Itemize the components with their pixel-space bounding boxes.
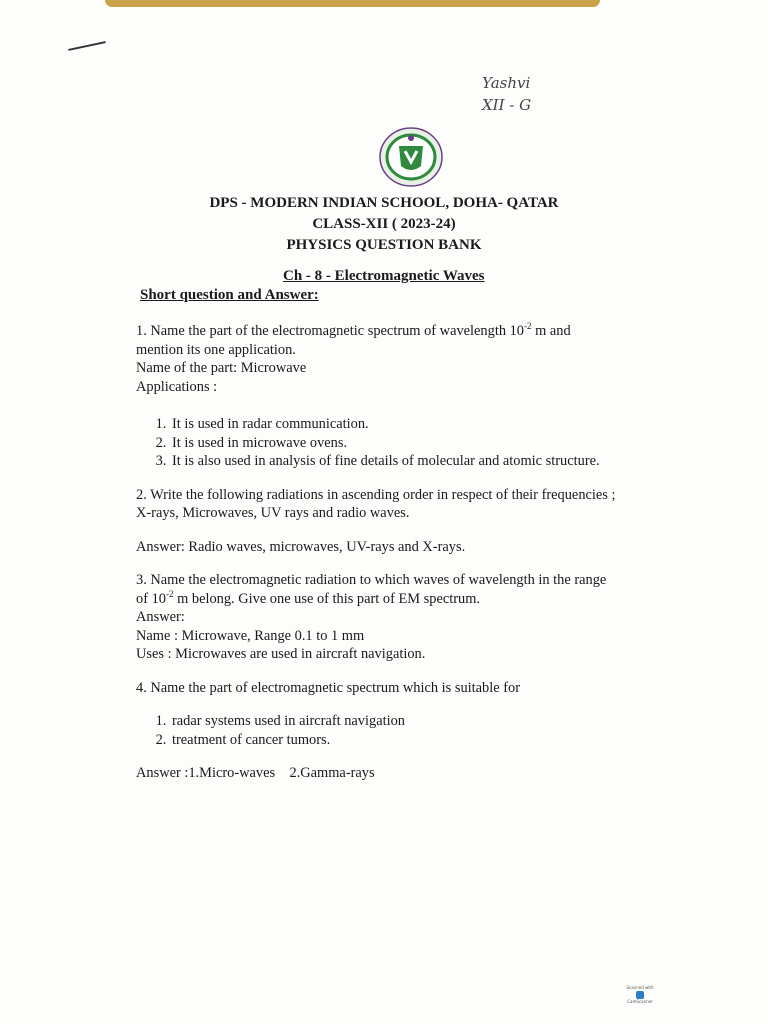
list-item: 2. It is used in microwave ovens. xyxy=(170,434,656,453)
q1-answer-name: Name of the part: Microwave xyxy=(136,360,307,376)
tape-strip xyxy=(105,0,600,7)
list-item: 1. radar systems used in aircraft navigation xyxy=(170,712,656,731)
q1-question-cont: mention its one application. xyxy=(136,341,296,358)
q4-answer-b: 2.Gamma-rays xyxy=(289,765,375,781)
q3-text-b2: m belong. Give one use of this part of EM spectrum. xyxy=(173,590,481,607)
class-line: CLASS-XII ( 2023-24) xyxy=(312,216,456,232)
chapter-title: Ch - 8 - Electromagnetic Waves xyxy=(283,268,485,284)
q1-text-a: 1. Name the part of the electromagnetic spectrum of wavelength 10 xyxy=(136,323,524,339)
q3-question: 3. Name the electromagnetic radiation to which waves of wavelength in the range xyxy=(136,572,607,588)
q3-answer-uses: Uses : Microwaves are used in aircraft navigation. xyxy=(136,646,426,662)
list-item: 3. It is also used in analysis of fine details of molecular and atomic structure. xyxy=(170,452,656,471)
q1-text-b: m and xyxy=(531,323,571,339)
scanner-line1: Scanned with xyxy=(626,985,654,990)
q1-sup: -2 xyxy=(524,321,532,332)
q2-question-cont: X-rays, Microwaves, UV rays and radio waves. xyxy=(136,505,410,521)
q3-answer-name: Name : Microwave, Range 0.1 to 1 mm xyxy=(136,627,365,644)
section-heading: Short question and Answer: xyxy=(140,287,319,303)
question-content xyxy=(136,322,656,783)
handwritten-class: XII - G xyxy=(482,96,532,114)
q4-answer xyxy=(136,764,656,783)
q3-text-b1: of 10 xyxy=(136,590,166,607)
document-header xyxy=(0,193,768,256)
handwritten-name xyxy=(482,72,531,116)
q3-answer-label: Answer: xyxy=(136,609,185,625)
list-item: 2. treatment of cancer tumors. xyxy=(170,731,656,750)
scanner-watermark xyxy=(624,985,656,1013)
q1-applications-list xyxy=(136,415,656,471)
camscanner-icon xyxy=(636,991,644,999)
q4-answer-a: Answer :1.Micro-waves xyxy=(136,765,276,781)
q3-sup: -2 xyxy=(165,588,174,599)
list-item: 1. It is used in radar communication. xyxy=(170,415,656,434)
school-logo xyxy=(377,126,445,188)
q1-question xyxy=(136,322,656,341)
handwritten-student-name: Yashvi xyxy=(482,74,531,92)
q4-question: 4. Name the part of electromagnetic spectrum which is suitable for xyxy=(136,679,521,696)
q1-applications-label: Applications : xyxy=(136,378,218,395)
q3-question-cont xyxy=(136,590,656,609)
subject-title: PHYSICS QUESTION BANK xyxy=(286,237,482,253)
school-name: DPS - MODERN INDIAN SCHOOL, DOHA- QATAR xyxy=(209,195,559,211)
q2-question: 2. Write the following radiations in ascending order in respect of their frequencies ; xyxy=(136,486,616,503)
q4-list xyxy=(136,712,656,749)
pen-mark xyxy=(68,41,106,51)
scanner-line2: CamScanner xyxy=(627,999,653,1004)
q2-answer: Answer: Radio waves, microwaves, UV-rays and X-rays. xyxy=(136,538,466,555)
